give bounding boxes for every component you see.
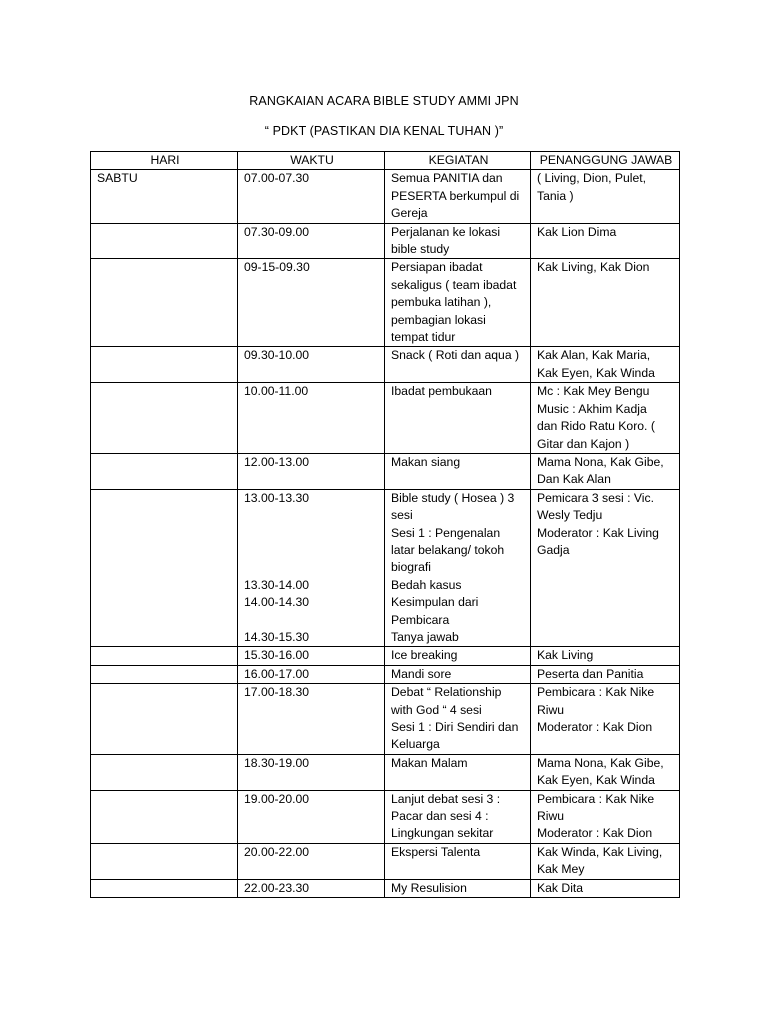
table-row [91,489,680,647]
cell-text-line: Riwu [537,809,565,824]
hari-cell [91,665,238,683]
penanggung-jawab-cell [531,684,680,755]
blank-line [244,525,380,542]
kegiatan-cell [385,489,531,647]
cell-text-line: pembagian lokasi [391,312,486,327]
cell-text-line: Snack ( Roti dan aqua ) [391,348,520,363]
kegiatan-cell [385,790,531,843]
cell-text-line: 15.30-16.00 [244,648,310,663]
header-kegiatan: KEGIATAN [385,152,531,170]
waktu-cell [238,259,385,347]
table-row [91,170,680,223]
hari-cell [91,647,238,665]
kegiatan-cell [385,879,531,897]
waktu-cell [238,647,385,665]
cell-text-line: Mandi sore [391,666,452,681]
cell-text-line: Bedah kasus [391,577,462,592]
penanggung-jawab-cell [531,754,680,790]
cell-text-line: 09.30-10.00 [244,348,310,363]
cell-text-line: ( Living, Dion, Pulet, [537,171,647,186]
cell-text-line: Makan Malam [391,755,468,770]
cell-text-line: Mc : Kak Mey Bengu [537,384,650,399]
waktu-cell [238,489,385,647]
cell-text-line: Ekspersi Talenta [391,844,481,859]
cell-text-line: with God “ 4 sesi [391,702,482,717]
cell-text-line: 13.00-13.30 [244,490,310,505]
hari-cell [91,170,238,223]
blank-line [244,542,380,559]
penanggung-jawab-cell [531,879,680,897]
cell-text-line: Kak Alan, Kak Maria, [537,348,651,363]
table-row [91,383,680,454]
cell-text-line: Makan siang [391,454,461,469]
penanggung-jawab-cell [531,790,680,843]
cell-text-line: 10.00-11.00 [244,384,309,399]
kegiatan-cell [385,383,531,454]
cell-text-line: 07.00-07.30 [244,171,310,186]
waktu-cell [238,879,385,897]
schedule-table [90,151,680,898]
document-title: RANGKAIAN ACARA BIBLE STUDY AMMI JPN [249,94,519,108]
cell-text-line: Tania ) [537,188,574,203]
cell-text-line: 19.00-20.00 [244,791,310,806]
cell-text-line: Kak Living [537,648,594,663]
hari-cell [91,259,238,347]
cell-text-line: 20.00-22.00 [244,844,310,859]
cell-text-line: 12.00-13.00 [244,454,310,469]
cell-text-line: Semua PANITIA dan [391,171,503,186]
waktu-cell [238,383,385,454]
hari-cell [91,843,238,879]
header-penanggung-jawab: PENANGGUNG JAWAB [531,152,680,170]
hari-cell [91,453,238,489]
cell-text-line: Persiapan ibadat [391,260,483,275]
cell-text-line: 16.00-17.00 [244,666,310,681]
cell-text-line: Moderator : Kak Living [537,525,659,540]
kegiatan-cell [385,684,531,755]
table-header-row [91,152,680,170]
cell-text-line: Pacar dan sesi 4 : [391,809,489,824]
cell-text-line: Perjalanan ke lokasi [391,224,501,239]
table-row [91,347,680,383]
waktu-cell [238,754,385,790]
penanggung-jawab-cell [531,170,680,223]
penanggung-jawab-cell [531,665,680,683]
header-hari: HARI [91,152,238,170]
cell-text-line: Moderator : Kak Dion [537,720,653,734]
cell-text-line: Ice breaking [391,648,458,663]
cell-text-line: Gereja [391,206,428,221]
cell-text-line: Kak Eyen, Kak Winda [537,365,655,380]
blank-line [244,559,380,576]
cell-text-line: biografi [391,560,431,575]
blank-line [244,507,380,524]
cell-text-line: Tanya jawab [391,629,459,644]
cell-text-line: Kak Dita [537,880,584,895]
cell-text-line: Moderator : Kak Dion [537,826,653,841]
penanggung-jawab-cell [531,453,680,489]
penanggung-jawab-cell [531,259,680,347]
penanggung-jawab-cell [531,843,680,879]
blank-line [244,612,380,629]
waktu-cell [238,843,385,879]
waktu-cell [238,665,385,683]
hari-cell [91,223,238,259]
waktu-cell [238,223,385,259]
cell-text-line: Lingkungan sekitar [391,826,494,841]
cell-text-line: Bible study ( Hosea ) 3 [391,490,515,505]
cell-text-line: Lanjut debat sesi 3 : [391,791,501,806]
cell-text-line: Kak Lion Dima [537,224,617,239]
cell-text-line: tempat tidur [391,330,456,345]
cell-text-line: Kesimpulan dari [391,595,479,610]
kegiatan-cell [385,843,531,879]
table-row [91,453,680,489]
cell-text-line: PESERTA berkumpul di [391,188,520,203]
header-waktu: WAKTU [238,152,385,170]
kegiatan-cell [385,347,531,383]
kegiatan-cell [385,754,531,790]
penanggung-jawab-cell [531,347,680,383]
penanggung-jawab-cell [531,223,680,259]
table-row [91,843,680,879]
kegiatan-cell [385,647,531,665]
hari-cell [91,489,238,647]
cell-text-line: Sesi 1 : Diri Sendiri dan [391,720,519,734]
kegiatan-cell [385,170,531,223]
cell-text-line: 07.30-09.00 [244,224,310,239]
cell-text-line: Ibadat pembukaan [391,384,492,399]
cell-text-line: Music : Akhim Kadja [537,401,647,416]
kegiatan-cell [385,223,531,259]
cell-text-line: 09-15-09.30 [244,260,310,275]
table-row [91,665,680,683]
kegiatan-cell [385,453,531,489]
cell-text-line: bible study [391,242,450,257]
hari-cell [91,754,238,790]
hari-cell [91,879,238,897]
cell-text-line: pembuka latihan ), [391,295,492,310]
kegiatan-cell [385,259,531,347]
cell-text-line: Riwu [537,702,565,717]
penanggung-jawab-cell [531,383,680,454]
cell-text-line: Debat “ Relationship [391,685,502,700]
hari-cell [91,383,238,454]
cell-text-line: 18.30-19.00 [244,755,310,770]
cell-text-line: SABTU [97,171,138,186]
cell-text-line: Kak Eyen, Kak Winda [537,773,655,788]
cell-text-line: 14.00-14.30 [244,595,310,610]
cell-text-line: latar belakang/ tokoh [391,542,505,557]
table-row [91,879,680,897]
waktu-cell [238,453,385,489]
cell-text-line: Pembicara [391,612,450,627]
hari-cell [91,790,238,843]
hari-cell [91,347,238,383]
waktu-cell [238,790,385,843]
cell-text-line: 14.30-15.30 [244,629,310,644]
cell-text-line: Mama Nona, Kak Gibe, [537,755,664,770]
cell-text-line: Kak Winda, Kak Living, [537,844,663,859]
table-row [91,223,680,259]
cell-text-line: 13.30-14.00 [244,577,310,592]
table-row [91,259,680,347]
table-row [91,790,680,843]
penanggung-jawab-cell [531,489,680,647]
cell-text-line: Sesi 1 : Pengenalan [391,525,501,540]
cell-text-line: Wesly Tedju [537,508,603,523]
table-row [91,684,680,755]
kegiatan-cell [385,665,531,683]
cell-text-line: 17.00-18.30 [244,685,310,700]
cell-text-line: Pembicara : Kak Nike [537,791,655,806]
penanggung-jawab-cell [531,647,680,665]
cell-text-line: 22.00-23.30 [244,880,310,895]
cell-text-line: dan Rido Ratu Koro. ( [537,419,655,434]
waktu-cell [238,684,385,755]
table-row [91,754,680,790]
document-subtitle: “ PDKT (PASTIKAN DIA KENAL TUHAN )” [264,124,504,138]
cell-text-line: Keluarga [391,737,440,752]
cell-text-line: Kak Mey [537,862,585,877]
cell-text-line: Pembicara : Kak Nike [537,685,655,700]
cell-text-line: sesi [391,508,413,523]
cell-text-line: Gadja [537,542,570,557]
cell-text-line: Gitar dan Kajon ) [537,436,630,451]
cell-text-line: Pemicara 3 sesi : Vic. [537,490,654,505]
cell-text-line: Dan Kak Alan [537,472,611,487]
cell-text-line: Mama Nona, Kak Gibe, [537,454,664,469]
cell-text-line: My Resulision [391,880,467,895]
hari-cell [91,684,238,755]
table-row [91,647,680,665]
cell-text-line: sekaligus ( team ibadat [391,277,517,292]
cell-text-line: Kak Living, Kak Dion [537,260,650,275]
cell-text-line: Peserta dan Panitia [537,666,644,681]
waktu-cell [238,347,385,383]
waktu-cell [238,170,385,223]
